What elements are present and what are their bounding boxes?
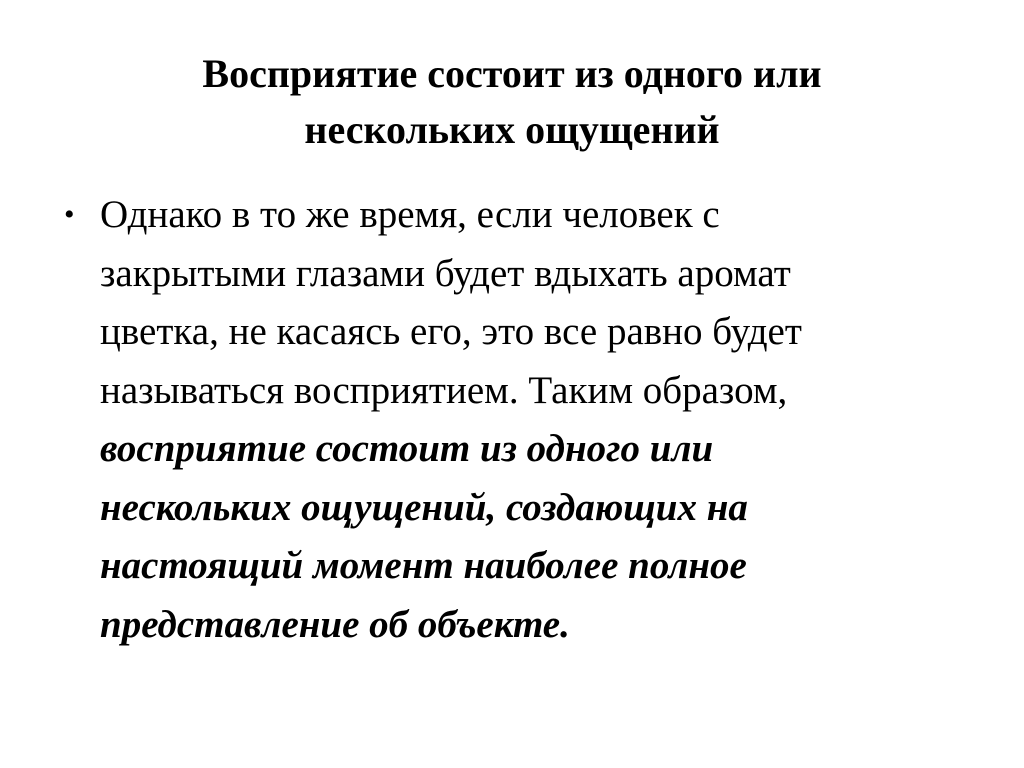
bullet-text-line: цветка, не касаясь его, это все равно будет xyxy=(100,310,802,353)
bullet-text-line: закрытыми глазами будет вдыхать аромат xyxy=(100,251,791,295)
bullet-list xyxy=(62,186,962,654)
bullet-text-line: называться восприятием. Таким образом, xyxy=(100,368,788,412)
bullet-text-line: Однако в то же время, если человек с xyxy=(100,193,720,236)
slide-title xyxy=(60,46,964,158)
bullet-dot-icon: • xyxy=(64,198,75,231)
bullet-item xyxy=(62,186,962,654)
slide-title-line: Восприятие состоит из одного или xyxy=(202,51,822,96)
bullet-emphasis-line: нескольких ощущений, создающих на xyxy=(100,485,748,529)
bullet-emphasis-line: восприятие состоит из одного или xyxy=(100,427,714,470)
bullet-emphasis-line: настоящий момент наиболее полное xyxy=(100,544,747,587)
slide-title-line: нескольких ощущений xyxy=(304,107,720,152)
bullet-emphasis-line: представление об объекте. xyxy=(100,602,570,646)
